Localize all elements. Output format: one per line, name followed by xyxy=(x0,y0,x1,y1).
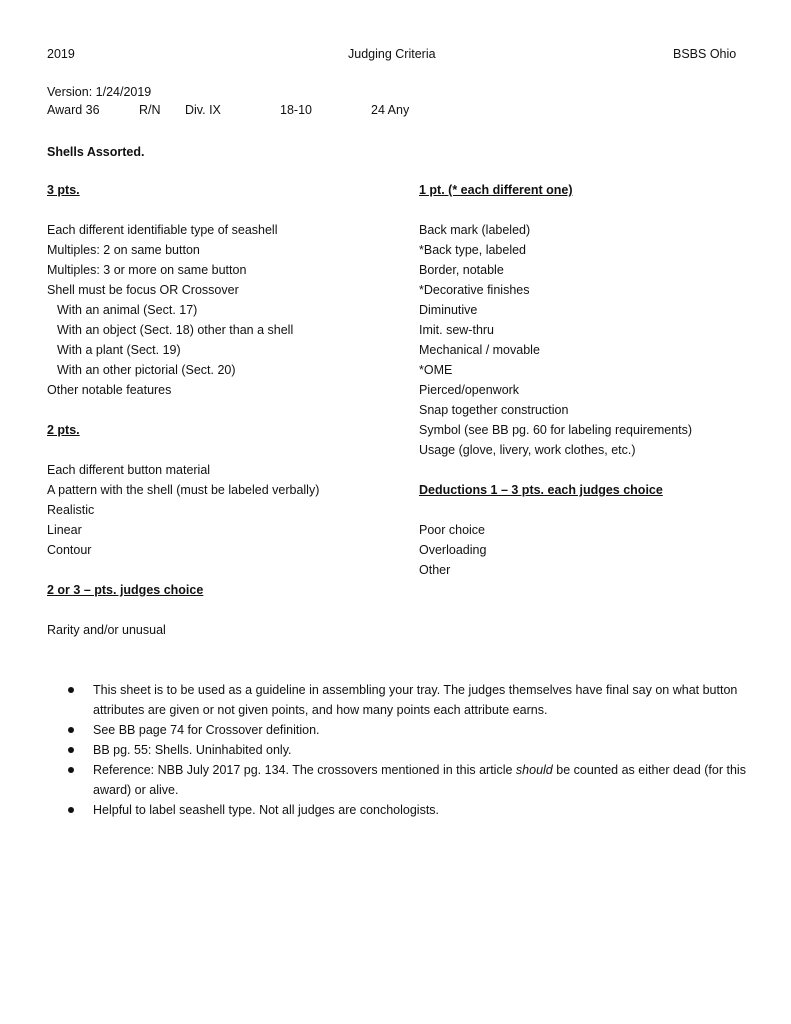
list-item: Other notable features xyxy=(47,383,172,397)
list-item: *OME xyxy=(419,363,453,377)
list-item: Each different button material xyxy=(47,463,211,477)
list-item: Border, notable xyxy=(419,263,504,277)
bullet-icon xyxy=(68,727,74,733)
list-item: With an animal (Sect. 17) xyxy=(57,303,198,317)
notes-list xyxy=(68,680,748,820)
note-item: BB pg. 55: Shells. Uninhabited only. xyxy=(68,740,748,760)
section-heading-2or3pts: 2 or 3 – pts. judges choice xyxy=(47,583,204,597)
category-title: Shells Assorted. xyxy=(47,145,145,159)
header-org: BSBS Ohio xyxy=(673,47,737,61)
list-item: Each different identifiable type of seashell xyxy=(47,223,278,237)
list-item: *Back type, labeled xyxy=(419,243,527,257)
list-item: Linear xyxy=(47,523,82,537)
list-item: Contour xyxy=(47,543,92,557)
note-item: See BB page 74 for Crossover definition. xyxy=(68,720,748,740)
list-item: Rarity and/or unusual xyxy=(47,623,166,637)
list-item: Overloading xyxy=(419,543,487,557)
list-item: Diminutive xyxy=(419,303,478,317)
list-item: With an object (Sect. 18) other than a shell xyxy=(57,323,294,337)
note-item: Reference: NBB July 2017 pg. 134. The crossovers mentioned in this article should be counted as either dead (for this award) or alive. xyxy=(68,760,748,800)
section-heading-deductions: Deductions 1 – 3 pts. each judges choice xyxy=(419,483,663,497)
list-item: Imit. sew-thru xyxy=(419,323,495,337)
note-item: This sheet is to be used as a guideline in assembling your tray. The judges themselves have final say on what button attributes are given or not given points, and how many points each attribute earns. xyxy=(68,680,748,720)
right-column xyxy=(419,180,692,580)
award-division: Div. IX xyxy=(185,103,221,117)
bullet-icon xyxy=(68,687,74,693)
section-heading-3pts: 3 pts. xyxy=(47,183,80,197)
list-item: Other xyxy=(419,563,451,577)
bullet-icon xyxy=(68,807,74,813)
award-rn: R/N xyxy=(139,103,161,117)
list-item: Back mark (labeled) xyxy=(419,223,531,237)
list-item: With an other pictorial (Sect. 20) xyxy=(57,363,236,377)
note-item: Helpful to label seashell type. Not all judges are conchologists. xyxy=(68,800,748,820)
award-size: 18-10 xyxy=(280,103,312,117)
award-count: 24 Any xyxy=(371,103,410,117)
list-item: Multiples: 3 or more on same button xyxy=(47,263,247,277)
award-number: Award 36 xyxy=(47,103,100,117)
bullet-icon xyxy=(68,747,74,753)
list-item: Snap together construction xyxy=(419,403,569,417)
header-title: Judging Criteria xyxy=(348,47,436,61)
list-item: *Decorative finishes xyxy=(419,283,530,297)
version: Version: 1/24/2019 xyxy=(47,85,152,99)
list-item: Shell must be focus OR Crossover xyxy=(47,283,239,297)
list-item: Pierced/openwork xyxy=(419,383,520,397)
header-year: 2019 xyxy=(47,47,75,61)
bullet-icon xyxy=(68,767,74,773)
list-item: Mechanical / movable xyxy=(419,343,540,357)
list-item: A pattern with the shell (must be labeled verbally) xyxy=(47,483,320,497)
list-item: Usage (glove, livery, work clothes, etc.) xyxy=(419,443,636,457)
list-item: Realistic xyxy=(47,503,95,517)
list-item: Multiples: 2 on same button xyxy=(47,243,200,257)
section-heading-1pt: 1 pt. (* each different one) xyxy=(419,183,573,197)
list-item: Symbol (see BB pg. 60 for labeling requirements) xyxy=(419,423,693,437)
list-item: Poor choice xyxy=(419,523,486,537)
left-column xyxy=(47,180,319,640)
section-heading-2pts: 2 pts. xyxy=(47,423,80,437)
list-item: With a plant (Sect. 19) xyxy=(57,343,181,357)
